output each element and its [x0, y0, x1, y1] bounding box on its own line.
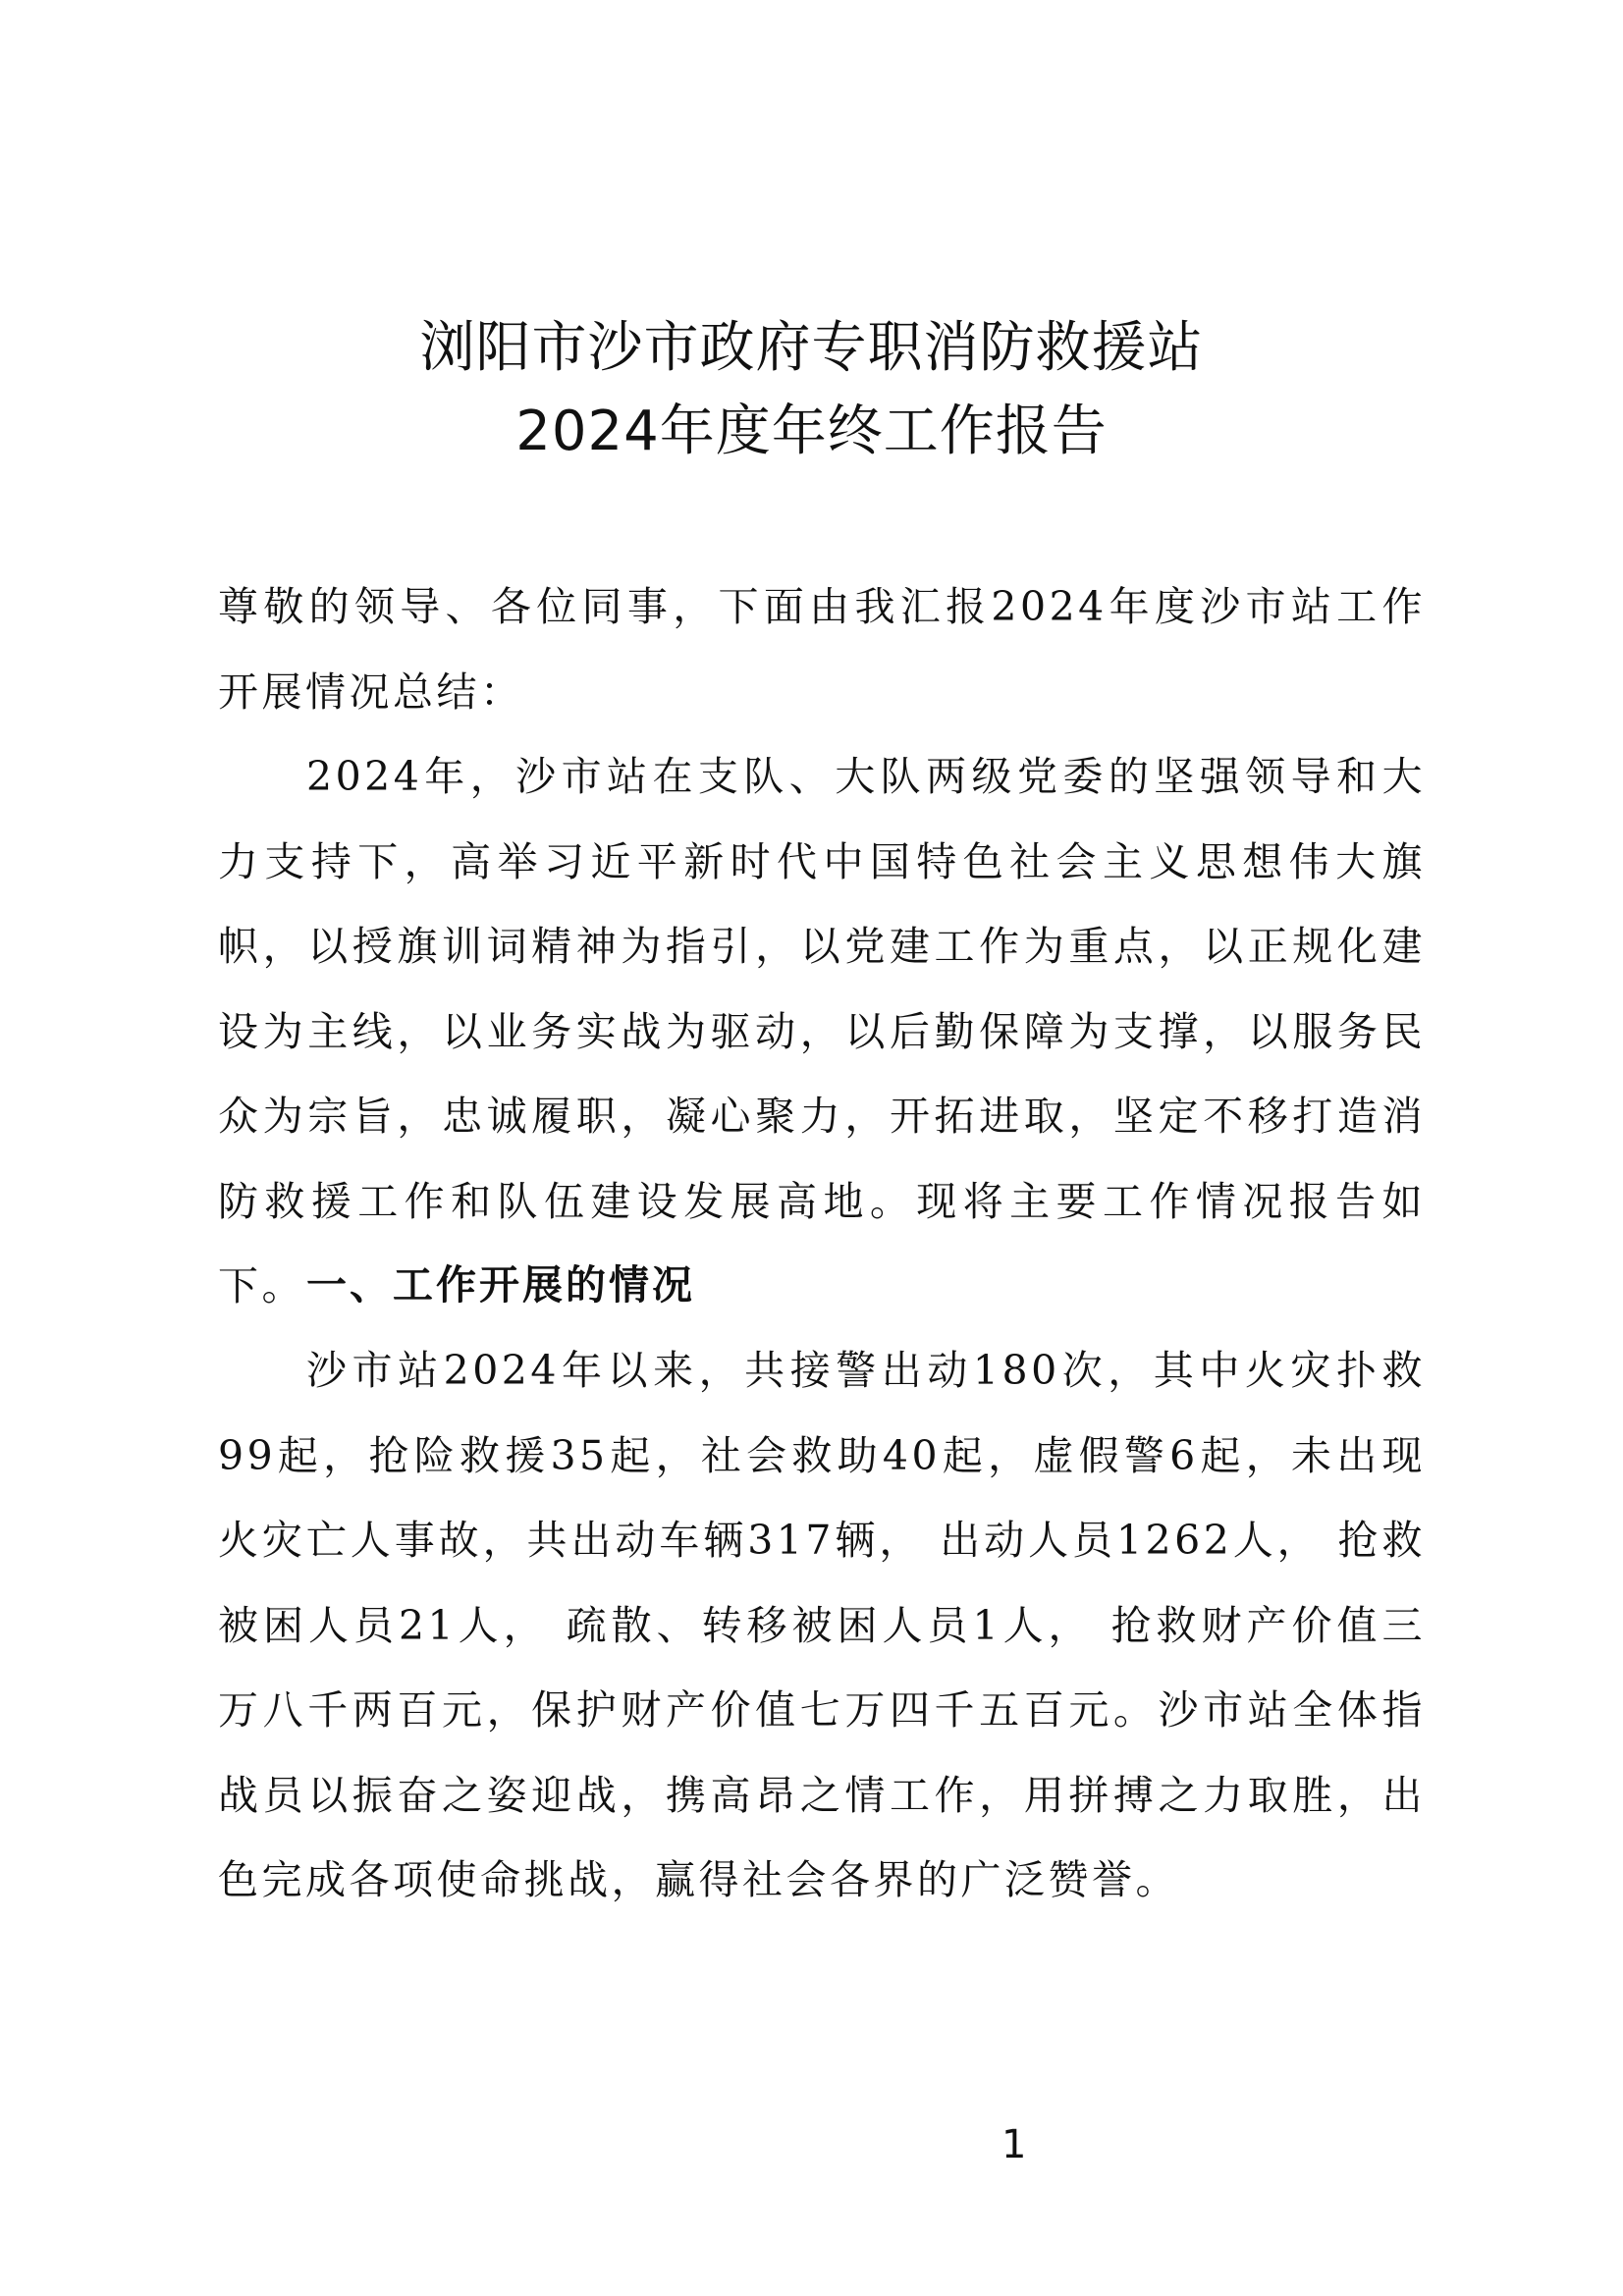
- page-number: 1: [1001, 2122, 1027, 2167]
- document-title-line-1: 浏阳市沙市政府专职消防救援站: [419, 316, 1204, 380]
- opening-paragraph: 尊敬的领导、各位同事，下面由我汇报2024年度沙市站工作开展情况总结：: [218, 583, 1426, 716]
- summary-paragraph: 2024年，沙市站在支队、大队两级党委的坚强领导和大力支持下，高举习近平新时代中国特色社会主义思想伟大旗帜，以授旗训词精神为指引，以党建工作为重点，以正规化建设为主线，以业务实战为驱动，以后勤保障为支撑，以服务民众为宗旨，忠诚履职，凝心聚力，开拓进取，坚定不移打造消防救援工作和队伍建设发展高地。现将主要工作情况报告如下。: [218, 753, 1426, 1309]
- document-title-line-2: 2024年度年终工作报告: [515, 400, 1108, 463]
- section-body-paragraph: 沙市站2024年以来，共接警出动180次，其中火灾扑救99起，抢险救援35起，社会救助40起，虚假警6起，未出现火灾亡人事故，共出动车辆317辆， 出动人员1262人， 抢救被困人员21人， 疏散、转移被困人员1人， 抢救财产价值三万八千两百元，保护财产价值七万四千五百元。沙市站全体指战员以振奋之姿迎战，携高昂之情工作，用拼搏之力取胜，出色完成各项使命挑战，赢得社会各界的广泛赞誉。: [218, 1347, 1426, 1903]
- section-heading: 一、工作开展的情况: [306, 1261, 695, 1308]
